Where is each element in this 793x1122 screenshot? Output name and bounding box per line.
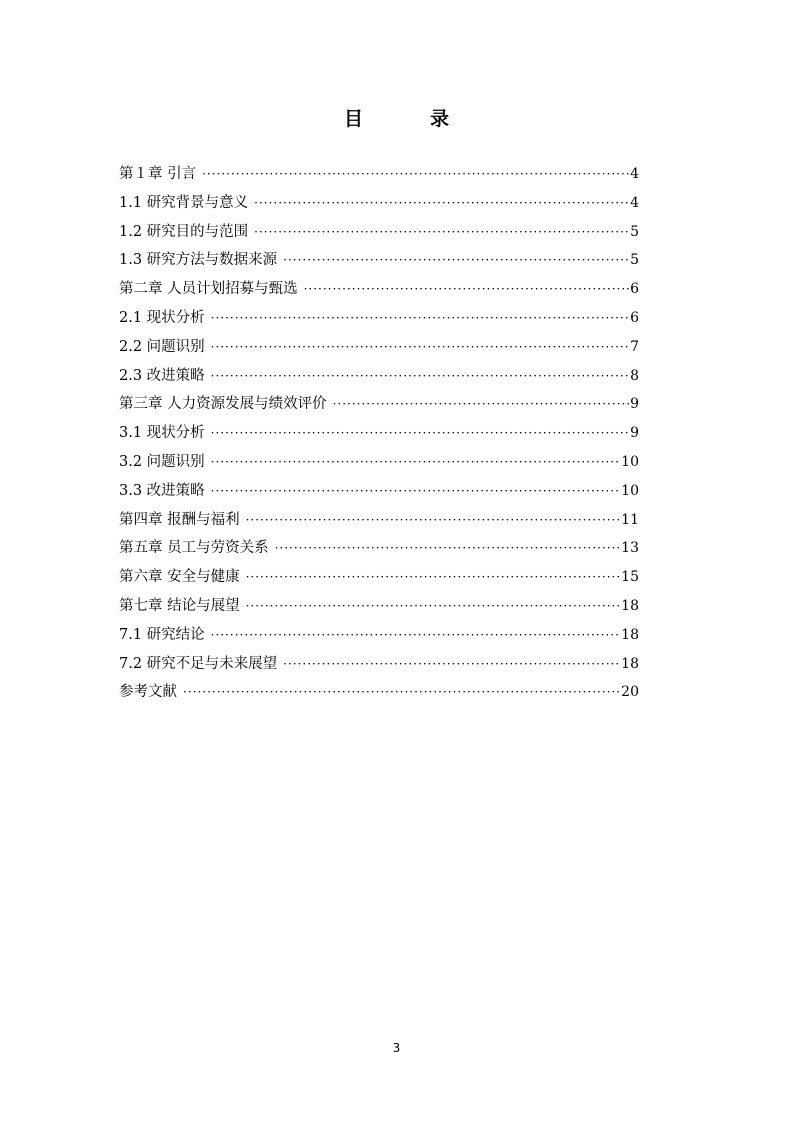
toc-entry-page: 8 xyxy=(630,367,639,384)
toc-entry-page: 18 xyxy=(621,597,639,614)
toc-entry[interactable] xyxy=(119,218,639,247)
toc-dot-leader xyxy=(283,650,620,679)
toc-entry-title: 第三章 人力资源发展与绩效评价 xyxy=(119,396,327,413)
toc-entry-title: 3.1 现状分析 xyxy=(119,425,205,442)
toc-entry[interactable] xyxy=(119,246,639,275)
toc-entry-page: 10 xyxy=(621,453,639,470)
toc-dot-leader xyxy=(283,246,629,275)
toc-entry-title: 3.3 改进策略 xyxy=(119,482,205,499)
toc-dot-leader xyxy=(254,218,629,247)
toc-dot-leader xyxy=(304,275,629,304)
toc-entry-page: 11 xyxy=(621,511,639,528)
toc-dot-leader xyxy=(211,362,629,391)
toc-entry-page: 10 xyxy=(621,482,639,499)
toc-entry[interactable] xyxy=(119,477,639,506)
toc-entry[interactable] xyxy=(119,275,639,304)
toc-entry[interactable] xyxy=(119,506,639,535)
toc-entry-title: 7.2 研究不足与未来展望 xyxy=(119,655,278,672)
toc-dot-leader xyxy=(202,160,629,189)
toc-entry-page: 9 xyxy=(630,425,639,442)
toc-entry-title: 第五章 员工与劳资关系 xyxy=(119,540,269,557)
toc-dot-leader xyxy=(275,534,621,563)
toc-dot-leader xyxy=(211,304,629,333)
toc-entry-page: 18 xyxy=(621,626,639,643)
toc-dot-leader xyxy=(211,448,621,477)
toc-entry-page: 6 xyxy=(630,281,639,298)
toc-dot-leader xyxy=(246,592,621,621)
toc-entry-page: 15 xyxy=(621,569,639,586)
toc-entry-title: 第六章 安全与健康 xyxy=(119,569,240,586)
toc-entry-title: 2.2 问题识别 xyxy=(119,338,205,355)
toc-entry-title: 1.1 研究背景与意义 xyxy=(119,194,249,211)
toc-entry[interactable] xyxy=(119,592,639,621)
toc-entry[interactable] xyxy=(119,534,639,563)
toc-entry-title: 1.2 研究目的与范围 xyxy=(119,223,249,240)
toc-entry[interactable] xyxy=(119,390,639,419)
toc-entry-title: 参考文献 xyxy=(119,684,177,701)
toc-entry-title: 3.2 问题识别 xyxy=(119,453,205,470)
toc-dot-leader xyxy=(254,189,629,218)
toc-entry[interactable] xyxy=(119,304,639,333)
toc-entry-title: 第四章 报酬与福利 xyxy=(119,511,240,528)
toc-entry-page: 5 xyxy=(630,252,639,269)
toc-entry-title: 2.3 改进策略 xyxy=(119,367,205,384)
toc-entry[interactable] xyxy=(119,563,639,592)
toc-dot-leader xyxy=(211,477,621,506)
toc-entry[interactable] xyxy=(119,650,639,679)
toc-entry-page: 13 xyxy=(621,540,639,557)
toc-dot-leader xyxy=(183,678,620,707)
toc-entry-page: 7 xyxy=(630,338,639,355)
toc-entry-title: 第二章 人员计划招募与甄选 xyxy=(119,281,298,298)
toc-entry-page: 6 xyxy=(630,309,639,326)
toc-entry[interactable] xyxy=(119,362,639,391)
toc-dot-leader xyxy=(246,563,621,592)
toc-entry-title: 第１章 引言 xyxy=(119,166,197,182)
toc-entry-title: 第七章 结论与展望 xyxy=(119,597,240,614)
toc-entry[interactable] xyxy=(119,448,639,477)
toc-entry-page: 18 xyxy=(621,655,639,672)
table-of-contents xyxy=(119,160,639,707)
toc-entry-title: 1.3 研究方法与数据来源 xyxy=(119,252,278,269)
toc-dot-leader xyxy=(211,333,629,362)
toc-dot-leader xyxy=(333,390,629,419)
toc-entry-page: 5 xyxy=(630,223,639,240)
toc-dot-leader xyxy=(246,506,621,535)
toc-entry-page: 4 xyxy=(630,194,639,211)
toc-entry-title: 7.1 研究结论 xyxy=(119,626,205,643)
toc-entry-title: 2.1 现状分析 xyxy=(119,309,205,326)
toc-entry-page: 4 xyxy=(630,166,639,182)
toc-entry-page: 20 xyxy=(621,684,639,701)
toc-entry[interactable] xyxy=(119,160,639,189)
toc-dot-leader xyxy=(211,419,629,448)
toc-entry[interactable] xyxy=(119,333,639,362)
toc-entry[interactable] xyxy=(119,678,639,707)
toc-title: 目 录 xyxy=(343,108,473,130)
toc-entry[interactable] xyxy=(119,419,639,448)
toc-entry[interactable] xyxy=(119,621,639,650)
toc-entry-page: 9 xyxy=(630,396,639,413)
toc-entry[interactable] xyxy=(119,189,639,218)
toc-dot-leader xyxy=(211,621,621,650)
page-number: 3 xyxy=(392,1041,401,1055)
